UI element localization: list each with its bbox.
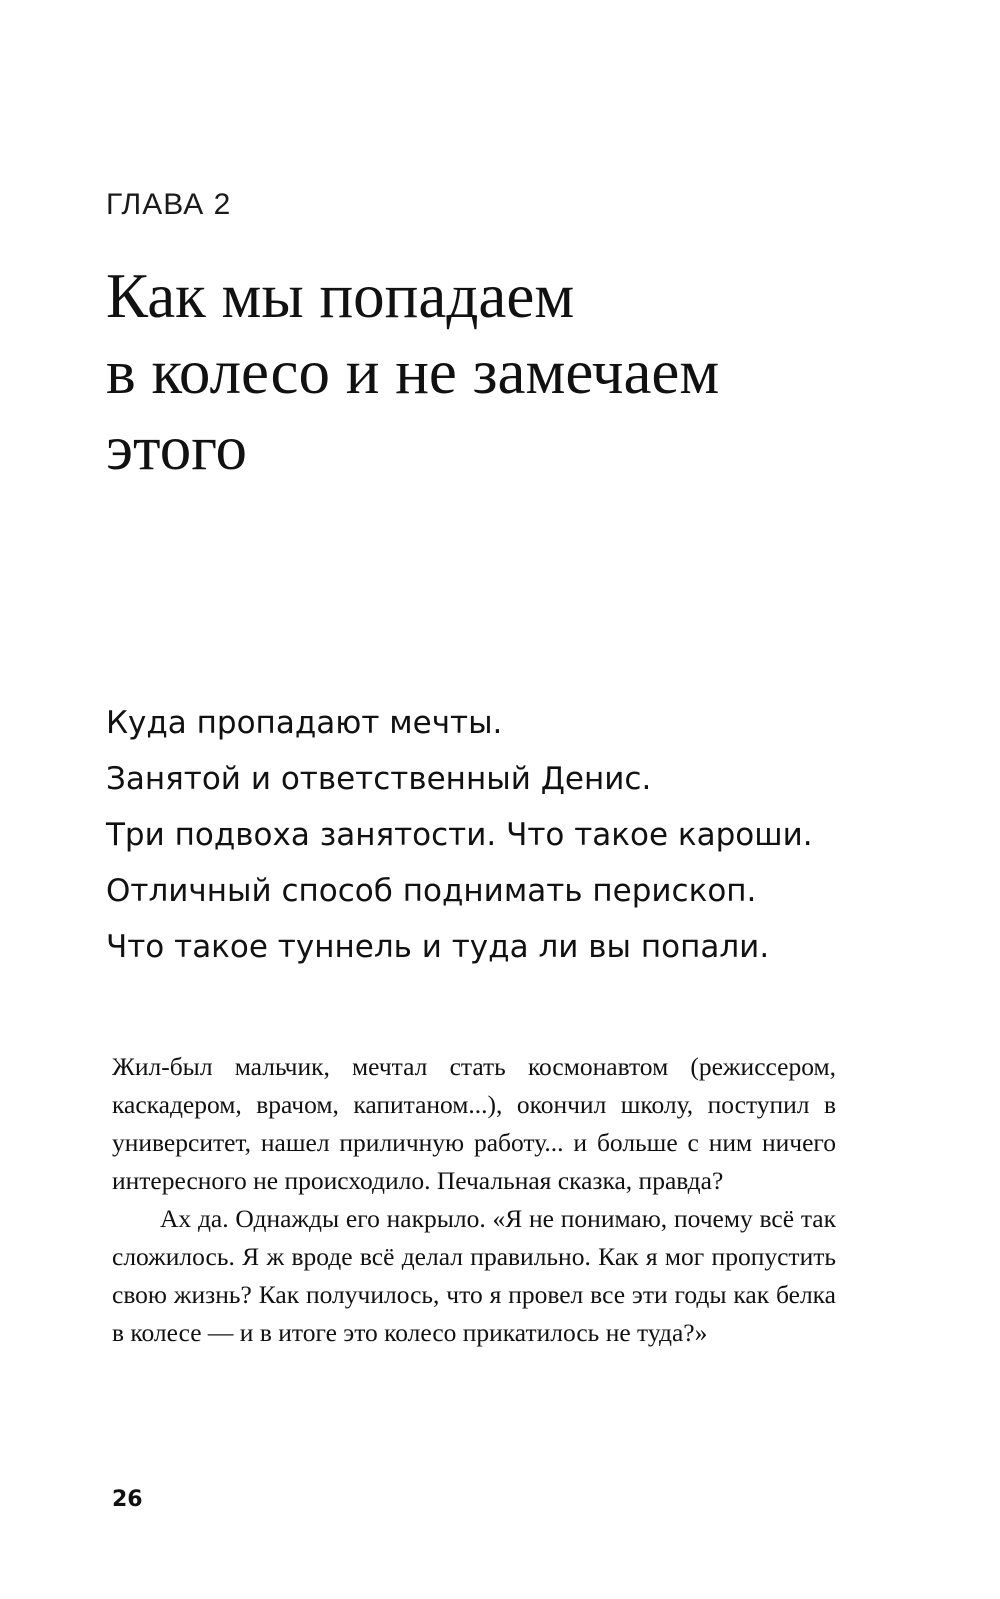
chapter-title-line: этого bbox=[106, 413, 248, 483]
summary-item: Три подвоха занятости. Что такое кароши. bbox=[106, 817, 813, 853]
summary-item: Отличный способ поднимать перископ. bbox=[106, 873, 757, 909]
body-paragraph: Ах да. Однажды его накрыло. «Я не понимаю, почему всё так сложилось. Я ж вроде всё делал правильно. Как я мог пропустить свою жизнь? Как получилось, что я провел все эти годы как белка в колесе — и в итоге это колесо прикатилось не туда?» bbox=[112, 1204, 836, 1347]
chapter-summary bbox=[106, 695, 966, 975]
chapter-title bbox=[106, 258, 946, 486]
chapter-title-line: Как мы попадаем bbox=[106, 261, 575, 331]
chapter-label: ГЛАВА 2 bbox=[106, 188, 232, 221]
page-number: 26 bbox=[112, 1487, 143, 1512]
body-text bbox=[112, 1048, 836, 1352]
summary-item: Занятой и ответственный Денис. bbox=[106, 761, 652, 797]
summary-item: Куда пропадают мечты. bbox=[106, 705, 503, 741]
body-paragraph: Жил-был мальчик, мечтал стать космонавтом (режиссером, каскадером, врачом, капитаном...), окончил школу, поступил в университет, нашел приличную работу... и больше с ним ничего интересного не происходило. Печальная сказка, правда? bbox=[112, 1052, 836, 1195]
summary-item: Что такое туннель и туда ли вы попали. bbox=[106, 929, 770, 965]
chapter-title-line: в колесо и не замечаем bbox=[106, 337, 720, 407]
